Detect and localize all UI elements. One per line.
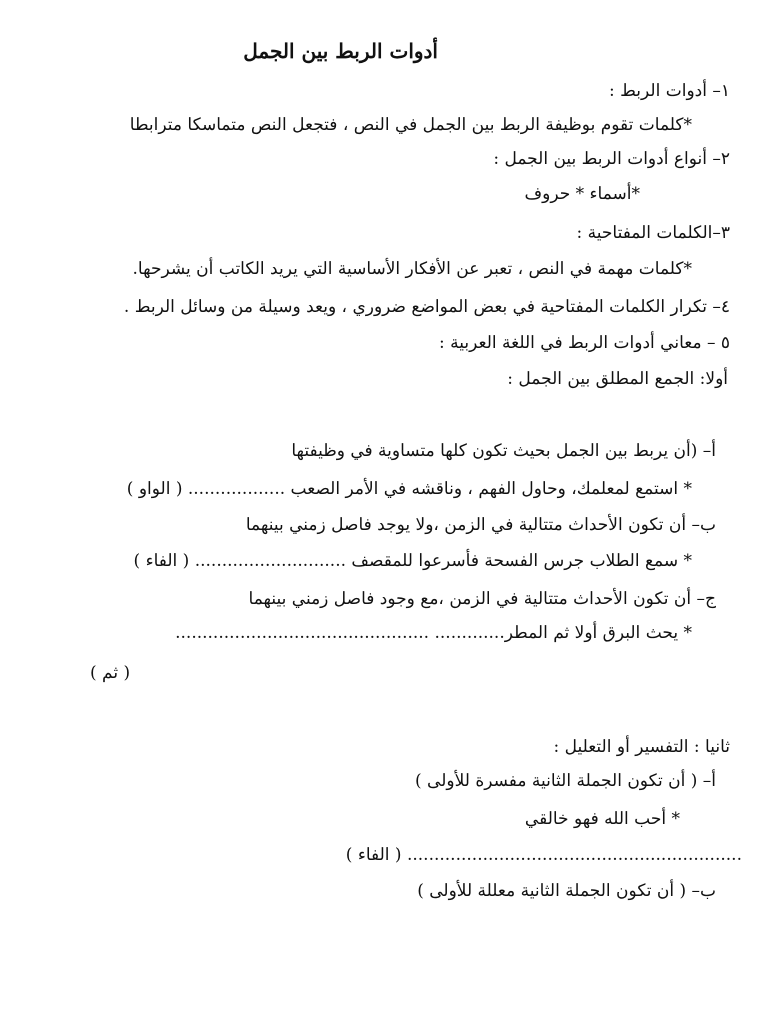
item-a-rule: أ– (أن يربط بين الجمل بحيث تكون كلها متساوية في وظيفتها bbox=[291, 441, 716, 461]
section-3-definition: *كلمات مهمة في النص ، تعبر عن الأفكار الأساسية التي يريد الكاتب أن يشرحها. bbox=[132, 259, 692, 279]
explanation-item-a-answer: .............................................................. ( الفاء ) bbox=[345, 845, 742, 865]
item-b-example: * سمع الطلاب جرس الفسحة فأسرعوا للمقصف ............................ ( الفاء ) bbox=[133, 551, 692, 571]
item-c-rule: ج– أن تكون الأحداث متتالية في الزمن ،مع وجود فاصل زمني بينهما bbox=[248, 589, 716, 609]
item-c-answer: ( ثم ) bbox=[90, 663, 131, 683]
page-title: أدوات الربط بين الجمل bbox=[243, 39, 438, 63]
explanation-item-a-rule: أ– ( أن تكون الجملة الثانية مفسرة للأولى ) bbox=[415, 771, 716, 791]
section-1-heading: ١– أدوات الربط : bbox=[609, 81, 730, 101]
first-meaning-heading: أولا: الجمع المطلق بين الجمل : bbox=[507, 369, 728, 389]
item-b-rule: ب– أن تكون الأحداث متتالية في الزمن ،ولا يوجد فاصل زمني بينهما bbox=[245, 515, 716, 535]
section-3-heading: ٣–الكلمات المفتاحية : bbox=[576, 223, 730, 243]
section-1-definition: *كلمات تقوم بوظيفة الربط بين الجمل في النص ، فتجعل النص متماسكا مترابطا bbox=[129, 115, 692, 135]
item-a-example: * استمع لمعلمك، وحاول الفهم ، وناقشه في الأمر الصعب .................. ( الواو ) bbox=[126, 479, 692, 499]
second-meaning-heading: ثانيا : التفسير أو التعليل : bbox=[553, 737, 730, 757]
section-5-heading: ٥ – معاني أدوات الربط في اللغة العربية : bbox=[439, 333, 730, 353]
section-4-text: ٤– تكرار الكلمات المفتاحية في بعض المواضع ضروري ، ويعد وسيلة من وسائل الربط . bbox=[123, 297, 730, 317]
explanation-item-a-example: * أحب الله فهو خالقي bbox=[524, 809, 680, 829]
item-c-example: * يحث البرق أولا ثم المطر............. ............................................... bbox=[175, 623, 692, 643]
explanation-item-b-rule: ب– ( أن تكون الجملة الثانية معللة للأولى ) bbox=[417, 881, 716, 901]
section-2-types: *أسماء * حروف bbox=[524, 184, 640, 204]
section-2-heading: ٢– أنواع أدوات الربط بين الجمل : bbox=[493, 149, 730, 169]
